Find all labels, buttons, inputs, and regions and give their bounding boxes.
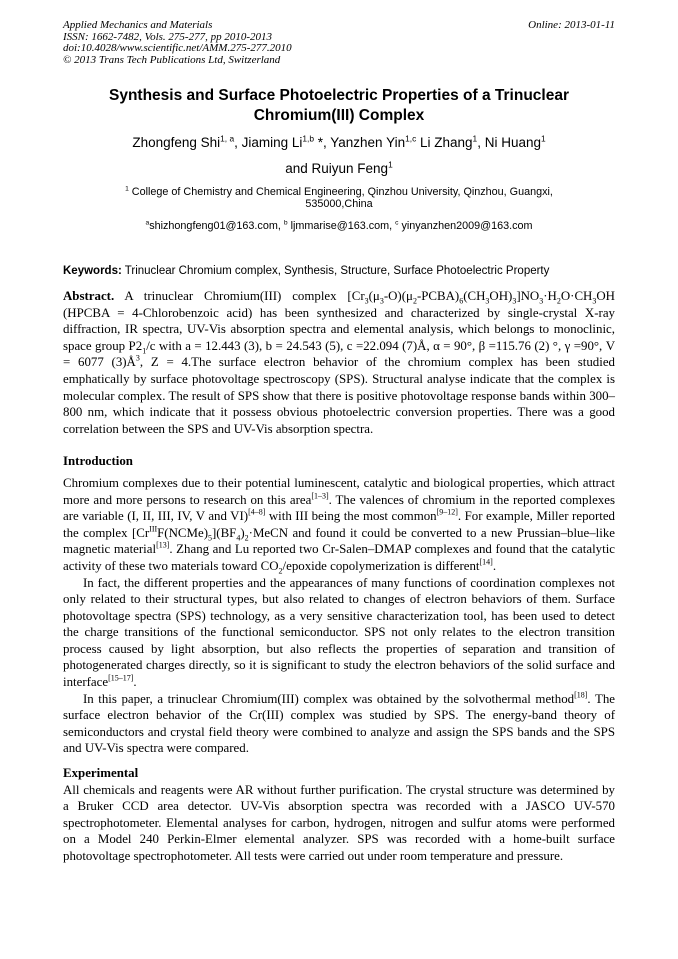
introduction-paragraph-1: Chromium complexes due to their potential luminescent, catalytic and biological properties, which attract more and more persons to research on this area[1–3]. The valences of chromium in the reported complexes are variable (I, II, III, IV, V and VI)[4–8] with III being the most common[9–12]. For example, Miller reported the complex $[Cr^{III}F(NCMe)_5](BF_4)_2\cdot MeCN$ and found it could be converted to a new Prussian–blue–like magnetic material[13]. Zhang and Lu reported two Cr-Salen–DMAP complexes and found that the catalytic activity of these two materials toward $CO_2$/epoxide copolymerization is different[14].: [63, 475, 615, 576]
journal-info: [63, 20, 292, 66]
paper-title-line-2: Chromium(III) Complex: [253, 107, 425, 124]
journal-doi: doi:10.4028/www.scientific.net/AMM.275-277.2010: [63, 42, 292, 54]
journal-title: Applied Mechanics and Materials: [63, 19, 213, 31]
journal-header: [63, 20, 615, 66]
paper-title-line-1: Synthesis and Surface Photoelectric Properties of a Trinuclear: [109, 87, 569, 104]
section-heading-introduction: Introduction: [63, 454, 133, 469]
affiliation-line-2: 535000,China: [305, 198, 373, 210]
introduction-paragraph-2: In fact, the different properties and the appearances of many functions of coordination complexes not only related to their structural types, but also related to changes of electron behaviors of them. Surface photovoltage spectra (SPS) technology, as a very sensitive characterization tool, has been used to detect the charge transitions of the functional semiconductor. SPS not only relates to the electron transition process caused by light absorption, but also reflects the properties of separation and transition of photogenerated charges directly, so it is significant to study the electron behaviors of the solid surface and interface[15–17].: [63, 575, 615, 690]
section-heading-experimental: Experimental: [63, 766, 139, 781]
author-line-2: and Ruiyun Feng$^1$: [285, 159, 393, 176]
keywords-line: [63, 264, 615, 278]
online-date: Online: 2013-01-11: [528, 19, 615, 31]
author-emails: $^a$shizhongfeng01@163.com, $^b$ ljmmarise@163.com, $^c$ yinyanzhen2009@163.com: [145, 219, 533, 232]
affiliation-line-1: $^1$ College of Chemistry and Chemical Engineering, Qinzhou University, Qinzhou, Guangxi,: [125, 185, 553, 198]
journal-issn: ISSN: 1662-7482, Vols. 275-277, pp 2010-2013: [63, 30, 272, 43]
abstract-paragraph: Abstract. A trinuclear Chromium(III) complex $[Cr_3(\mu_3-O)(\mu_2-PCBA)_6(CH_3OH)_3]NO_3\cdot H_2O\cdot CH_3OH$ (HPCBA = 4-Chlorobenzoic acid) has been synthesized and characterized by single-crystal X-ray diffraction, IR spectra, UV-Vis absorption spectra and elemental analysis, which belongs to monoclinic, space group $P2_1/c$ with a = 12.443 (3), b = 24.543 (5), c =22.094 (7)Å, α = 90°, β =115.76 (2) °, γ =90°, V = 6077 $(3)Å^3$, Z = 4.The surface electron behavior of the chromium complex has been studied emphatically by surface photovoltage spectroscopy (SPS). Structural analyse indicate that the complex is molecular complex. The result of SPS show that there is positive photovoltage response bands within 300–800 nm, which indicate that it possess obvious photoelectric conversion properties. There was a good correlation between the SPS and UV-Vis absorption spectra.: [63, 289, 616, 436]
author-list: [63, 130, 615, 182]
keywords-text: Trinuclear Chromium complex, Synthesis, Structure, Surface Photoelectric Property: [121, 265, 550, 277]
experimental-paragraph-1: All chemicals and reagents were AR without further purification. The crystal structure was determined by a Bruker CCD area detector. UV-Vis absorption spectra was recorded with a JASCO UV-570 spectrophotometer. Elemental analyses for carbon, hydrogen, nitrogen and sulfur atoms were performed on a Model 240 Perkin-Elmer elemental analyzer. SPS was recorded with a home-built surface photovoltage spectrophotometer. All tests were carried out under room temperature and pressure.: [63, 782, 615, 863]
introduction-paragraph-3: In this paper, a trinuclear Chromium(III) complex was obtained by the solvothermal method[18]. The surface electron behavior of the Cr(III) complex was studied by SPS. The energy-band theory of semiconductors and crystal field theory were combined to analyze and assign the SPS bands and the SPS and UV-Vis spectra were compared.: [63, 690, 615, 756]
author-line-1: Zhongfeng Shi$^{1, a}$, Jiaming Li$^{1,b}$ *, Yanzhen Yin$^{1,c}$ Li Zhang$^1$, Ni Huang$^1$: [132, 133, 546, 150]
paper-title: [63, 86, 615, 126]
affiliation: [63, 186, 615, 210]
journal-copyright: © 2013 Trans Tech Publications Ltd, Switzerland: [63, 53, 281, 66]
keywords-label: Keywords:: [63, 265, 122, 277]
